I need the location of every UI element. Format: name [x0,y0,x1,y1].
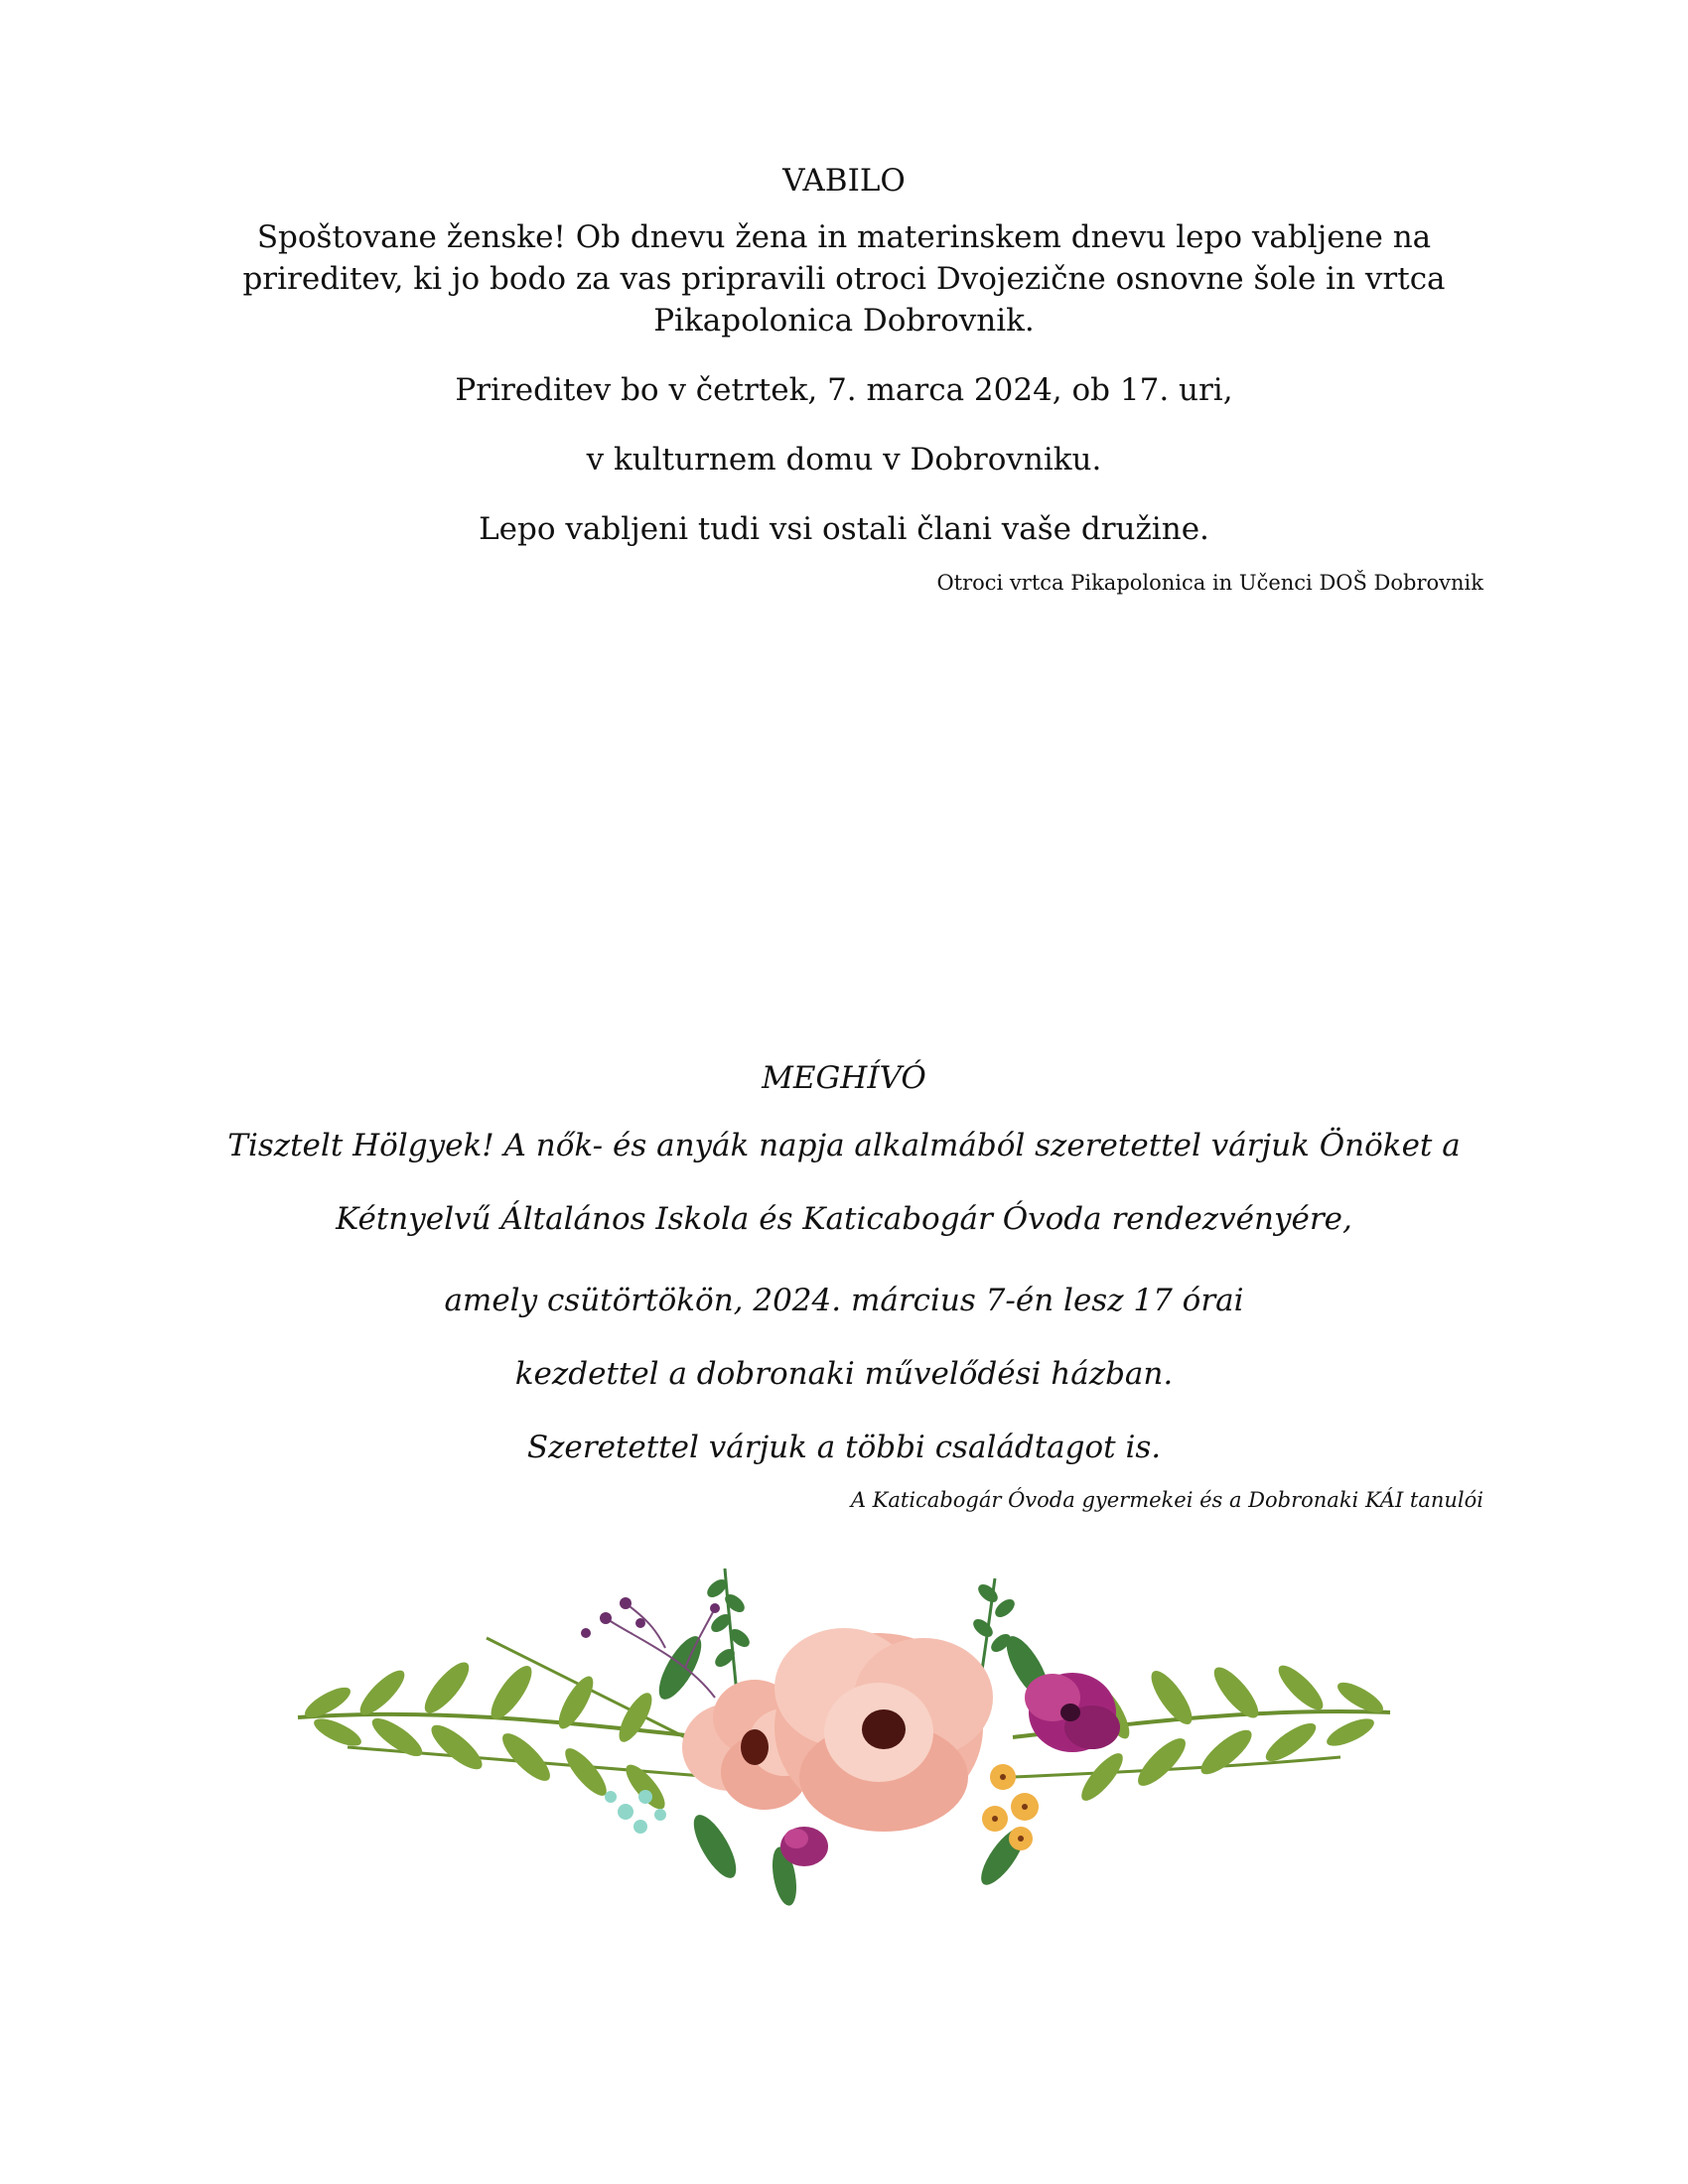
hungarian-paragraph-1 [199,1124,1489,1241]
hungarian-paragraph-3: kezdettel a dobronaki művelődési házban. [514,1356,1174,1392]
hungarian-paragraph-2: amely csütörtökön, 2024. március 7-én lesz 17 órai [444,1283,1244,1318]
slovene-signature: Otroci vrtca Pikapolonica in Učenci DOŠ Dobrovnik [936,571,1483,595]
hungarian-paragraph-1-line-1: Tisztelt Hölgyek! A nők- és anyák napja alkalmából szeretettel várjuk Önöket a [227,1128,1461,1163]
slovene-paragraph-1: Spoštovane ženske! Ob dnevu žena in materinskem dnevu lepo vabljene na prireditev, ki jo bodo za vas pripravili otroci Dvojezične osnovne šole in vrtca Pikapolonica Dobrovnik. [242,219,1446,339]
slovene-title: VABILO [782,163,906,199]
floral-garland-icon [288,1549,1400,1906]
hungarian-invitation [199,1056,1489,1515]
slovene-paragraph-4: Lepo vabljeni tudi vsi ostali člani vaše družine. [479,511,1209,547]
slovene-paragraph-3: v kulturnem domu v Dobrovniku. [586,442,1102,478]
slovene-invitation [199,159,1489,598]
hungarian-paragraph-1-line-2: Kétnyelvű Általános Iskola és Katicabogár Óvoda rendezvényére, [336,1201,1352,1237]
hungarian-title: MEGHÍVÓ [762,1060,926,1096]
hungarian-signature: A Katicabogár Óvoda gyermekei és a Dobronaki KÁI tanulói [850,1488,1483,1512]
hungarian-paragraph-4: Szeretettel várjuk a többi családtagot is. [526,1430,1162,1465]
slovene-paragraph-2: Prireditev bo v četrtek, 7. marca 2024, ob 17. uri, [455,372,1233,408]
